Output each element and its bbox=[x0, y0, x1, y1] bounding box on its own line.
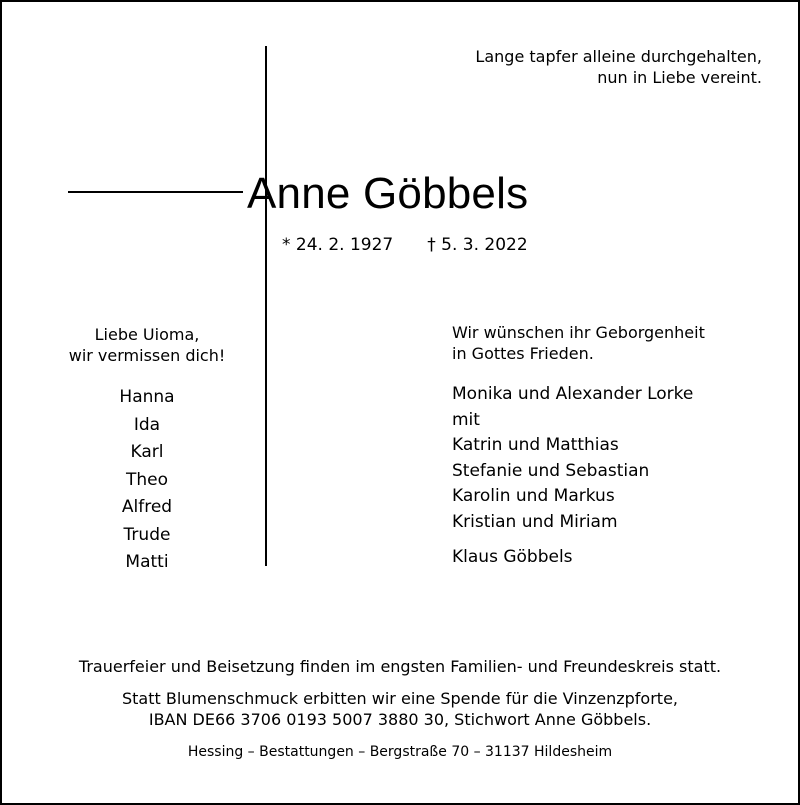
deceased-name: Anne Göbbels bbox=[247, 169, 529, 218]
death-date: † 5. 3. 2022 bbox=[427, 235, 528, 255]
grandchild-name: Trude bbox=[123, 524, 171, 545]
family-message bbox=[452, 322, 705, 364]
family-message-line-2: in Gottes Frieden. bbox=[452, 344, 594, 363]
motto-line-1: Lange tapfer alleine durchgehalten, bbox=[475, 47, 762, 66]
grandchildren-message bbox=[42, 324, 252, 366]
cross-vertical-bar bbox=[265, 46, 267, 566]
family-list bbox=[452, 382, 693, 571]
donation-line-1: Statt Blumenschmuck erbitten wir eine Spende für die Vinzenzpforte, bbox=[121, 689, 678, 708]
motto bbox=[382, 46, 762, 88]
family-member: Monika und Alexander Lorke bbox=[452, 384, 694, 404]
grandchild-name: Theo bbox=[125, 469, 169, 490]
family-message-line-1: Wir wünschen ihr Geborgenheit bbox=[452, 323, 705, 342]
family-member: Karolin und Markus bbox=[452, 486, 615, 506]
cross-horizontal-bar bbox=[68, 191, 243, 193]
family-member: Stefanie und Sebastian bbox=[452, 460, 650, 481]
grandchild-name: Karl bbox=[130, 442, 164, 462]
family-member: Kristian und Miriam bbox=[452, 511, 618, 532]
donation-line-2: IBAN DE66 3706 0193 5007 3880 30, Stichwort Anne Göbbels. bbox=[148, 710, 652, 729]
life-dates bbox=[282, 234, 528, 256]
motto-line-2: nun in Liebe vereint. bbox=[597, 68, 762, 87]
family-member-son: Klaus Göbbels bbox=[452, 547, 573, 567]
undertaker-text: Hessing – Bestattungen – Bergstraße 70 – 31137 Hildesheim bbox=[187, 744, 613, 760]
ceremony-text: Trauerfeier und Beisetzung finden im engsten Familien- und Freundeskreis statt. bbox=[78, 657, 722, 676]
family-member: mit bbox=[452, 409, 480, 430]
birth-date: * 24. 2. 1927 bbox=[282, 235, 394, 255]
ceremony-notice bbox=[2, 656, 798, 677]
grandchild-name: Hanna bbox=[119, 387, 175, 407]
donation-notice bbox=[2, 688, 798, 730]
family-member: Katrin und Matthias bbox=[452, 435, 619, 455]
grandchild-name: Ida bbox=[133, 414, 161, 435]
grandchildren-message-line-2: wir vermissen dich! bbox=[68, 346, 226, 365]
grandchildren-message-line-1: Liebe Uioma, bbox=[94, 325, 200, 344]
grandchild-name: Matti bbox=[125, 552, 169, 572]
grandchildren-list bbox=[62, 384, 232, 577]
grandchild-name: Alfred bbox=[121, 497, 173, 517]
undertaker-info bbox=[2, 742, 798, 763]
